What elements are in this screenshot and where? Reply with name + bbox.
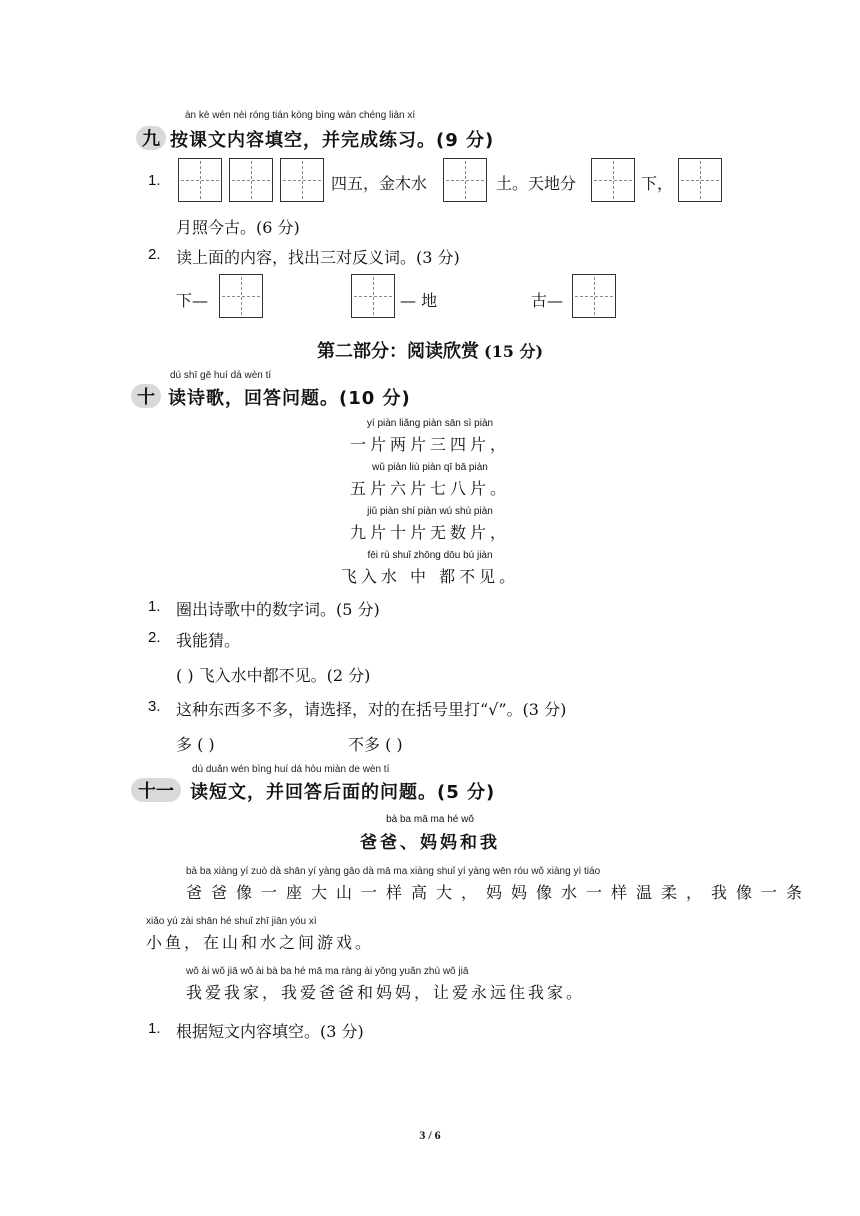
story-line1: 爸爸像一座大山一样高大，妈妈像水一样温柔，我像一条 [186,883,812,902]
q9-item2-num: 2. [148,246,161,263]
writing-box[interactable] [591,158,635,202]
page-number: 3 / 6 [419,1128,441,1142]
q9-title: 按课文内容填空，并完成练习。(9 分) [170,130,495,151]
q10-item2-num: 2. [148,629,161,646]
q10-title: 读诗歌，回答问题。(10 分) [168,388,411,409]
q9-item1-text-b: 土。天地分 [496,174,577,193]
poem-line-pinyin: fēi rù shuǐ zhōng dōu bú jiàn [367,550,493,561]
q10-item1-num: 1. [148,598,161,615]
story-line2: 小鱼，在山和水之间游戏。 [146,933,375,952]
q11-item1-text: 根据短文内容填空。(3 分) [176,1022,364,1041]
writing-box[interactable] [219,274,263,318]
story-line2-pinyin: xiǎo yú zài shān hé shuǐ zhī jiān yóu xì [146,916,317,927]
poem-line-pinyin: jiǔ piàn shí piàn wú shù piàn [367,506,493,517]
q9-pair3-label: 古— [531,291,564,310]
q10-item2-fill[interactable]: ( ) 飞入水中都不见。(2 分) [176,666,371,685]
story-title-pinyin: bà ba mā ma hé wǒ [386,814,474,825]
q10-item3-num: 3. [148,698,161,715]
q10-item2-text: 我能猜。 [176,631,241,650]
writing-box[interactable] [443,158,487,202]
poem-line: 一片两片三四片， [349,435,510,454]
q9-pinyin: àn kè wén nèi róng tián kòng bìng wán chéng liàn xí [185,110,416,121]
q10-item3-text: 这种东西多不多，请选择，对的在括号里打“√”。(3 分) [176,700,567,719]
q10-pinyin: dú shī gē huí dá wèn tí [170,370,272,381]
writing-box[interactable] [178,158,222,202]
story-line3-pinyin: wǒ ài wǒ jiā wǒ ài bà ba hé mā ma ràng ài yǒng yuǎn zhù wǒ jiā [186,966,469,977]
q10-badge: 十 [131,384,161,408]
poem-line: 九片十片无数片， [349,523,510,542]
writing-box[interactable] [678,158,722,202]
poem-line-pinyin: wǔ piàn liù piàn qī bā piàn [372,462,488,473]
q9-item1-text-c: 下， [641,174,674,193]
poem-line: 飞入水 中 都不见。 [340,567,520,586]
q10-item1-text: 圈出诗歌中的数字词。(5 分) [176,600,380,619]
q10-option-many[interactable]: 多 ( ) [176,735,215,754]
q11-badge: 十一 [131,778,181,802]
writing-box[interactable] [280,158,324,202]
part2-title: 第二部分：阅读欣赏 [316,341,479,362]
q9-item1-num: 1. [148,172,161,189]
q9-item2-text: 读上面的内容，找出三对反义词。(3 分) [176,248,460,267]
writing-box[interactable] [351,274,395,318]
q10-option-few[interactable]: 不多 ( ) [348,735,403,754]
poem-line: 五片六片七八片。 [349,479,510,498]
q9-pair1-label: 下— [176,291,209,310]
q9-pair2-label: — 地 [400,291,438,310]
story-title: 爸爸、妈妈和我 [360,833,500,853]
q9-item1-text-a: 四五，金木水 [331,174,428,193]
writing-box[interactable] [572,274,616,318]
poem-line-pinyin: yí piàn liǎng piàn sān sì piàn [366,418,494,429]
q11-title: 读短文，并回答后面的问题。(5 分) [190,782,496,803]
q9-item1-text-d: 月照今古。(6 分) [176,218,300,237]
writing-box[interactable] [229,158,273,202]
story-line3: 我爱我家，我爱爸爸和妈妈，让爱永远住我家。 [186,983,586,1002]
story-line1-pinyin: bà ba xiàng yí zuò dà shān yí yàng gāo dà mā ma xiàng shuǐ yí yàng wēn róu wǒ xiàng yì tiáo [186,866,601,877]
q11-item1-num: 1. [148,1020,161,1037]
q11-pinyin: dú duǎn wén bìng huí dá hòu miàn de wèn tí [192,764,390,775]
q9-badge: 九 [136,126,166,150]
part2-heading [0,337,860,363]
part2-score: (15 分) [484,342,544,361]
